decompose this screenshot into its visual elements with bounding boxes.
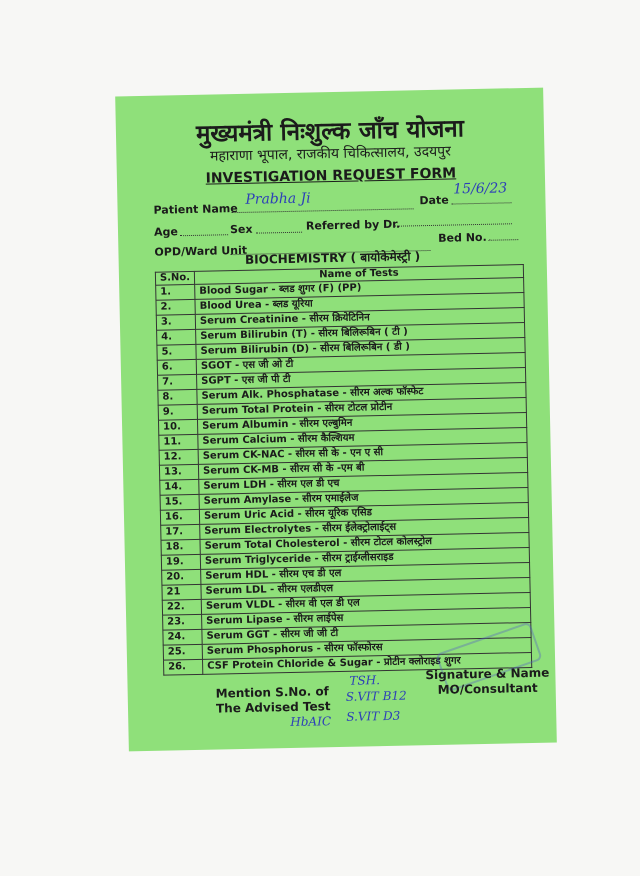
mention-line-1: Mention S.No. of xyxy=(215,684,329,701)
sex-label: Sex xyxy=(229,222,253,237)
test-name: Serum Creatinine - सीरम क्रियेटिनिन xyxy=(195,308,524,330)
test-number: 2. xyxy=(156,299,195,315)
handwritten-tsh: TSH. xyxy=(349,673,381,688)
biochemistry-heading: BIOCHEMISTRY ( बायोकेमेस्ट्री ) xyxy=(244,249,421,267)
test-name: Serum HDL - सीरम एच डी एल xyxy=(201,562,530,584)
test-number: 15. xyxy=(160,494,199,510)
handwritten-vit-b12: S.VIT B12 xyxy=(345,688,407,704)
test-number: 19. xyxy=(161,554,200,570)
hospital-name: महाराणा भूपाल, राजकीय चिकित्सालय, उदयपुर xyxy=(209,143,452,165)
test-number: 20. xyxy=(162,569,201,585)
referred-by-line xyxy=(394,213,512,226)
test-name: Serum Amylase - सीरम एमाईलेज xyxy=(199,487,528,509)
test-number: 24. xyxy=(163,629,202,645)
test-number: 5. xyxy=(157,344,196,360)
opd-ward-label: OPD/Ward Unit xyxy=(154,243,248,259)
test-number: 16. xyxy=(160,509,199,525)
test-number: 7. xyxy=(158,374,197,390)
test-name: Blood Urea - ब्लड यूरिया xyxy=(195,293,524,315)
test-number: 1. xyxy=(156,284,195,300)
test-name: Serum Alk. Phosphatase - सीरम अल्क फॉस्फेट xyxy=(197,383,526,405)
patient-name-value: Prabha Ji xyxy=(245,190,311,208)
test-name: Serum Lipase - सीरम लाईपेस xyxy=(202,607,531,629)
request-form-sheet xyxy=(115,88,557,752)
test-number: 3. xyxy=(156,314,195,330)
scheme-title: मुख्यमंत्री निःशुल्क जाँच योजना xyxy=(195,114,465,148)
test-number: 17. xyxy=(161,524,200,540)
handwritten-vit-d3: S.VIT D3 xyxy=(346,708,401,724)
test-name: Serum VLDL - सीरम वी एल डी एल xyxy=(201,592,530,614)
test-number: 18. xyxy=(161,539,200,555)
signature-line-1: Signature & Name xyxy=(425,665,550,683)
tests-header: Name of Tests xyxy=(194,265,523,285)
test-number: 23. xyxy=(163,614,202,630)
test-name: Serum Total Protein - सीरम टोटल प्रोटीन xyxy=(197,398,526,420)
date-label: Date xyxy=(419,193,449,208)
test-number: 13. xyxy=(159,464,198,480)
test-number: 22. xyxy=(162,599,201,615)
test-number: 26. xyxy=(164,659,203,675)
sex-line xyxy=(256,222,302,234)
age-label: Age xyxy=(153,225,179,239)
test-number: 11. xyxy=(159,434,198,450)
test-name: Serum GGT - सीरम जी जी टी xyxy=(202,622,531,644)
tests-table xyxy=(155,264,532,676)
test-name: Serum Triglyceride - सीरम ट्राईग्लीसराइड xyxy=(200,547,529,569)
test-name: Serum Phosphorus - सीरम फॉस्फोरस xyxy=(202,637,531,659)
date-value: 15/6/23 xyxy=(453,180,508,198)
signature-block xyxy=(425,666,550,699)
patient-name-label: Patient Name xyxy=(153,202,238,217)
bed-no-label: Bed No. xyxy=(438,230,487,245)
signature-line-2: MO/Consultant xyxy=(437,680,538,697)
mention-sno-note xyxy=(216,684,331,716)
test-name: Blood Sugar - ब्लड शुगर (F) (PP) xyxy=(195,278,524,300)
test-number: 4. xyxy=(157,329,196,345)
test-number: 12. xyxy=(159,449,198,465)
test-number: 6. xyxy=(157,359,196,375)
test-name: Serum LDL - सीरम एलडीएल xyxy=(201,577,530,599)
sno-header: S.No. xyxy=(155,271,194,285)
test-name: Serum Electrolytes - सीरम ईलेक्ट्रोलाईट्स xyxy=(200,517,529,539)
test-name: SGPT - एस जी पी टी xyxy=(197,368,526,390)
form-title: INVESTIGATION REQUEST FORM xyxy=(205,165,457,187)
test-name: Serum Bilirubin (T) - सीरम बिलिरूबिन ( टी ) xyxy=(196,323,525,345)
test-name: Serum CK-NAC - सीरम सी के - एन ए सी xyxy=(198,443,527,465)
test-name: Serum Uric Acid - सीरम यूरिक एसिड xyxy=(199,502,528,524)
test-name: Serum CK-MB - सीरम सी के -एम बी xyxy=(198,458,527,480)
handwritten-hbaic: HbAIC xyxy=(290,714,332,730)
test-number: 14. xyxy=(160,479,199,495)
test-name: Serum Albumin - सीरम एल्बुमिन xyxy=(198,413,527,435)
test-number: 10. xyxy=(158,419,197,435)
test-name: Serum Calcium - सीरम कैल्शियम xyxy=(198,428,527,450)
test-number: 21 xyxy=(162,584,201,600)
test-name: Serum Bilirubin (D) - सीरम बिलिरूबिन ( डी ) xyxy=(196,338,525,360)
test-number: 25. xyxy=(163,644,202,660)
referred-by-label: Referred by Dr. xyxy=(305,217,401,233)
test-number: 8. xyxy=(158,389,197,405)
test-name: CSF Protein Chloride & Sugar - प्रोटीन क्लोराइड शुगर xyxy=(203,652,532,674)
test-number: 9. xyxy=(158,404,197,420)
test-name: Serum Total Cholesterol - सीरम टोटल कोलस्ट्रोल xyxy=(200,532,529,554)
mention-line-2: The Advised Test xyxy=(215,699,331,716)
test-name: Serum LDH - सीरम एल डी एच xyxy=(199,472,528,494)
bed-no-line xyxy=(488,229,518,241)
age-line xyxy=(180,224,228,236)
test-name: SGOT - एस जी ओ टी xyxy=(196,353,525,375)
